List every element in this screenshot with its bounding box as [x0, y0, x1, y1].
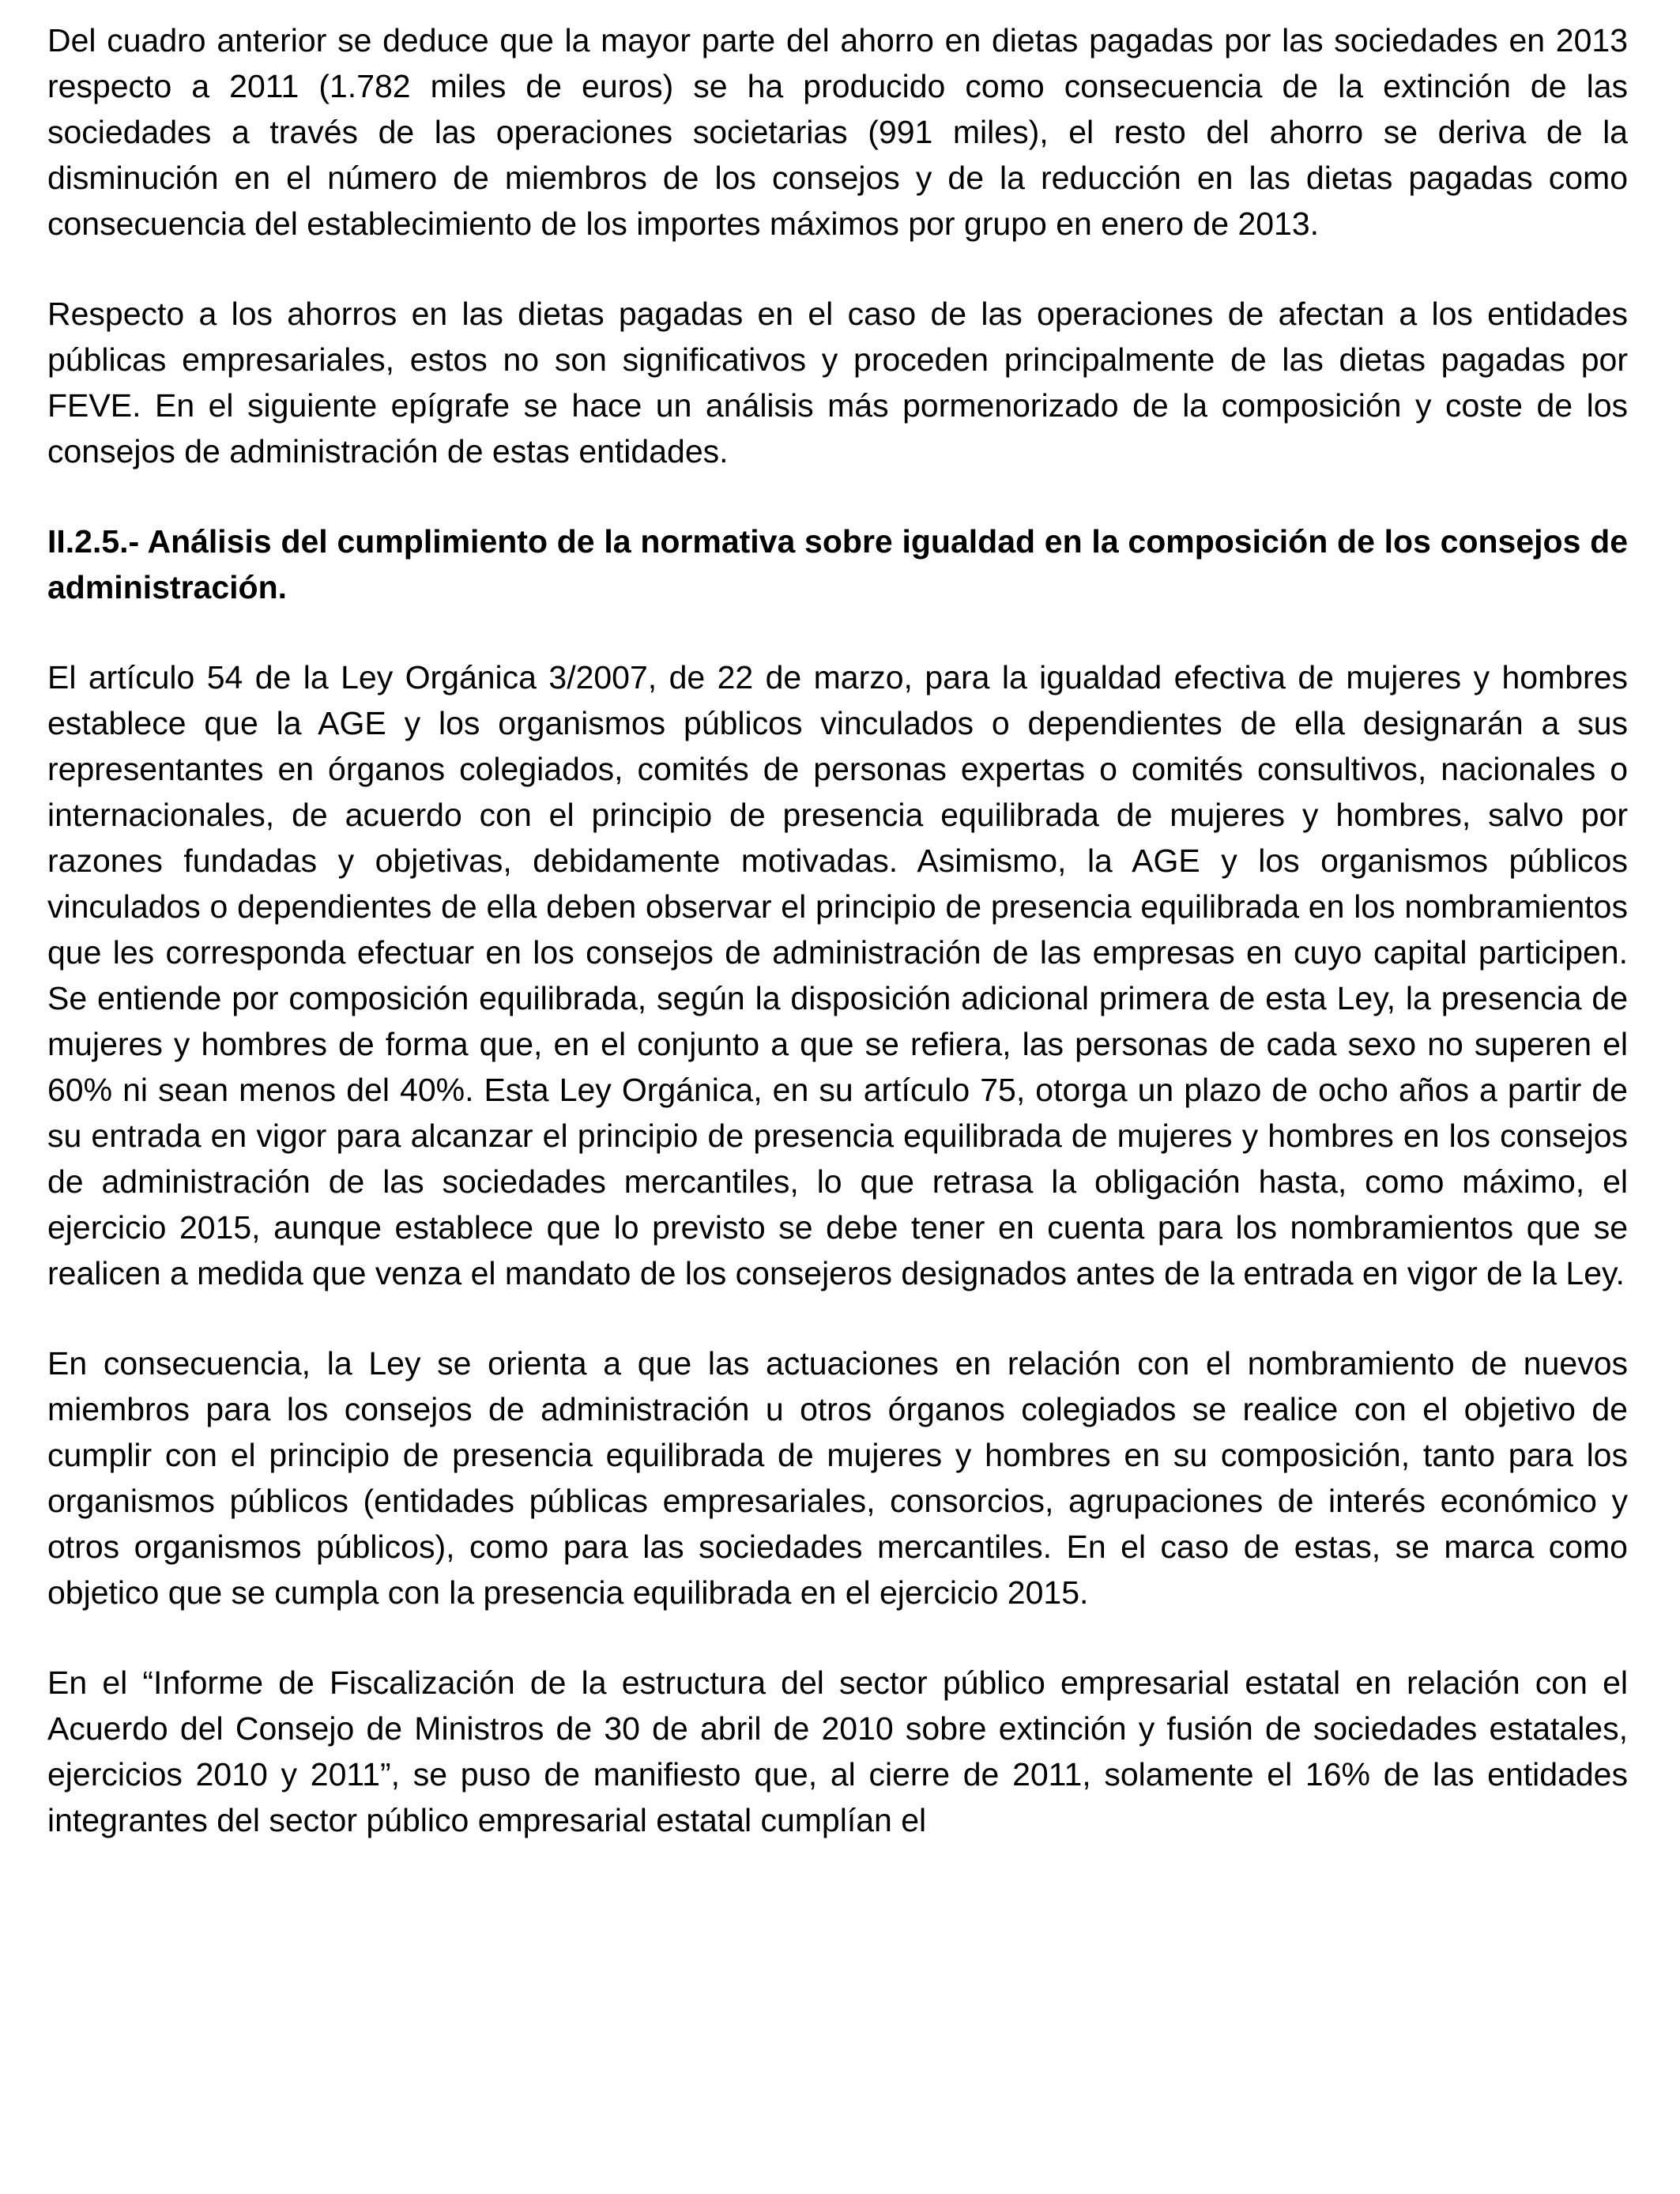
- paragraph-savings-summary: Del cuadro anterior se deduce que la mayor parte del ahorro en dietas pagadas por las sociedades en 2013 respecto a 2011 (1.782 miles de euros) se ha producido como consecuencia de la extinción de las sociedades a través de las operaciones societarias (991 miles), el resto del ahorro se deriva de la disminución en el número de miembros de los consejos y de la reducción en las dietas pagadas como consecuencia del establecimiento de los importes máximos por grupo en enero de 2013.: [47, 22, 1628, 242]
- paragraph-equality-law: El artículo 54 de la Ley Orgánica 3/2007, de 22 de marzo, para la igualdad efectiva de mujeres y hombres establece que la AGE y los organismos públicos vinculados o dependientes de ella designarán a sus representantes en órganos colegiados, comités de personas expertas o comités consultivos, nacionales o internacionales, de acuerdo con el principio de presencia equilibrada de mujeres y hombres, salvo por razones fundadas y objetivas, debidamente motivadas. Asimismo, la AGE y los organismos públicos vinculados o dependientes de ella deben observar el principio de presencia equilibrada en los nombramientos que les corresponda efectuar en los consejos de administración de las empresas en cuyo capital participen. Se entiende por composición equilibrada, según la disposición adicional primera de esta Ley, la presencia de mujeres y hombres de forma que, en el conjunto a que se refiera, las personas de cada sexo no superen el 60% ni sean menos del 40%. Esta Ley Orgánica, en su artículo 75, otorga un plazo de ocho años a partir de su entrada en vigor para alcanzar el principio de presencia equilibrada de mujeres y hombres en los consejos de administración de las sociedades mercantiles, lo que retrasa la obligación hasta, como máximo, el ejercicio 2015, aunque establece que lo previsto se debe tener en cuenta para los nombramientos que se realicen a medida que venza el mandato de los consejeros designados antes de la entrada en vigor de la Ley.: [47, 659, 1628, 1291]
- paragraph-public-entities-savings: Respecto a los ahorros en las dietas pagadas en el caso de las operaciones de afectan a los entidades públicas empresariales, estos no son significativos y proceden principalmente de las dietas pagadas por FEVE. En el siguiente epígrafe se hace un análisis más pormenorizado de la composición y coste de los consejos de administración de estas entidades.: [47, 296, 1628, 469]
- document-page: [47, 17, 1628, 1887]
- paragraph-consequence: En consecuencia, la Ley se orienta a que las actuaciones en relación con el nombramiento de nuevos miembros para los consejos de administración u otros órganos colegiados se realice con el objetivo de cumplir con el principio de presencia equilibrada de mujeres y hombres en su composición, tanto para los organismos públicos (entidades públicas empresariales, consorcios, agrupaciones de interés económico y otros organismos públicos), como para las sociedades mercantiles. En el caso de estas, se marca como objetico que se cumpla con la presencia equilibrada en el ejercicio 2015.: [47, 1345, 1628, 1611]
- paragraph-audit-report: En el “Informe de Fiscalización de la estructura del sector público empresarial estatal en relación con el Acuerdo del Consejo de Ministros de 30 de abril de 2010 sobre extinción y fusión de sociedades estatales, ejercicios 2010 y 2011”, se puso de manifiesto que, al cierre de 2011, solamente el 16% de las entidades integrantes del sector público empresarial estatal cumplían el: [47, 1664, 1628, 1838]
- section-heading: II.2.5.- Análisis del cumplimiento de la normativa sobre igualdad en la composición de los consejos de administración.: [47, 523, 1628, 605]
